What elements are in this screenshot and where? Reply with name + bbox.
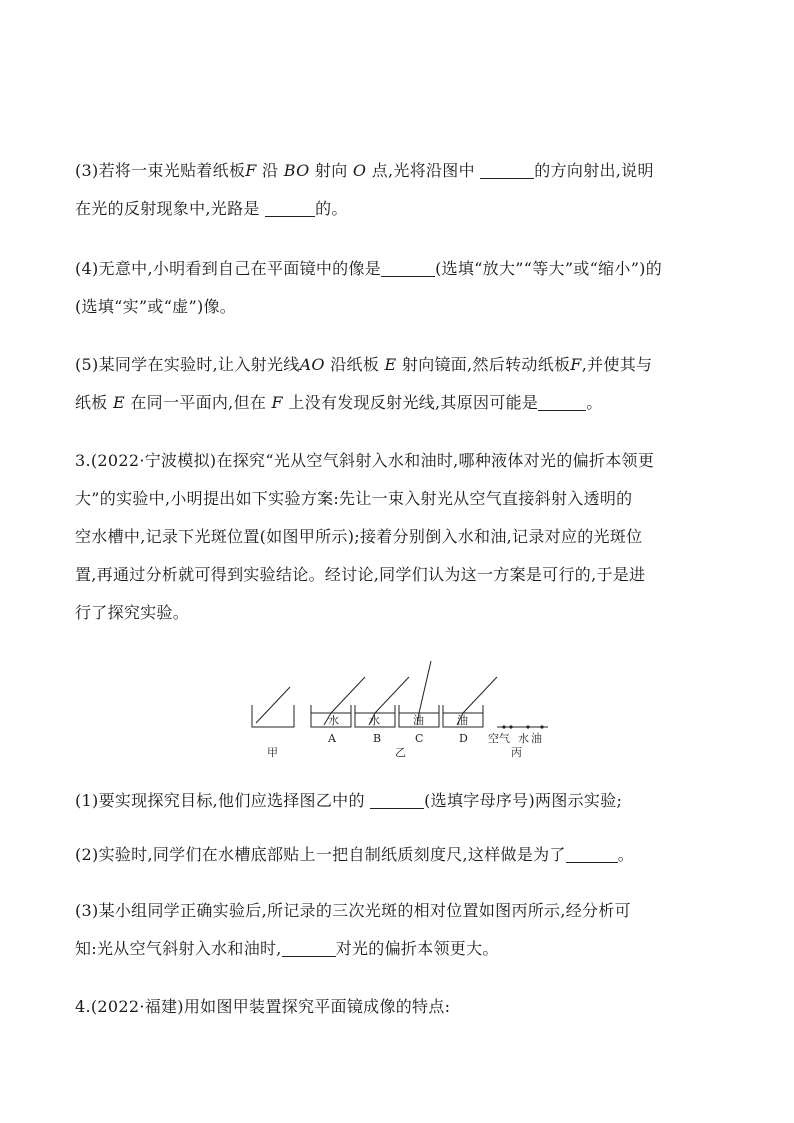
q3-part1: (1)要实现探究目标,他们应选择图乙中的 (选填字母序号)两图示实验;: [75, 782, 725, 820]
answer-blank[interactable]: [370, 788, 424, 809]
q3-part3: (3)某小组同学正确实验后,所记录的三次光斑的相对位置如图丙所示,经分析可 知:光从空气斜射入水和油时, 对光的偏折本领更大。: [75, 901, 631, 958]
answer-blank[interactable]: [381, 256, 435, 277]
q2-part4: (4)无意中,小明看到自己在平面镜中的像是 (选填“放大”“等大”或“缩小”)的 (选填“实”或“虚”)像。: [75, 250, 725, 326]
experiment-diagram: [248, 660, 558, 760]
label-yi: 乙: [395, 746, 406, 759]
incident-ray: [375, 677, 409, 713]
letter-c: C: [415, 732, 424, 745]
tank-c-liquid: 油: [413, 714, 424, 727]
letter-d: D: [459, 732, 468, 745]
answer-blank[interactable]: [480, 158, 534, 179]
spot-water-label: 水: [518, 732, 529, 745]
answer-blank[interactable]: [538, 390, 586, 411]
q2-part3: (3)若将一束光贴着纸板F 沿 BO 射向 O 点,光将沿图中 的方向射出,说明 在光的反射现象中,光路是 的。: [75, 152, 725, 228]
q4-intro: 4.(2022·福建)用如图甲装置探究平面镜成像的特点:: [75, 997, 451, 1016]
tank-d-liquid: 油: [457, 714, 468, 727]
tank-a-liquid: 水: [328, 714, 339, 727]
answer-blank[interactable]: [566, 842, 618, 863]
label-jia: 甲: [267, 746, 278, 759]
incident-ray: [419, 661, 431, 713]
spot-oil-label: 油: [531, 732, 542, 745]
spot-air-label: 空气: [488, 732, 510, 745]
incident-ray: [331, 677, 365, 713]
experiment-figure: [248, 660, 558, 760]
answer-blank[interactable]: [282, 936, 336, 957]
tank-b-liquid: 水: [369, 714, 380, 727]
incident-ray: [256, 687, 290, 723]
answer-blank[interactable]: [265, 196, 315, 217]
q2-part5: (5)某同学在实验时,让入射光线AO 沿纸板 E 射向镜面,然后转动纸板F,并使其与 纸板 E 在同一平面内,但在 F 上没有发现反射光线,其原因可能是 。: [75, 355, 653, 412]
letter-b: B: [373, 732, 382, 745]
label-bing: 丙: [511, 746, 522, 759]
empty-tank: [252, 705, 294, 727]
letter-a: A: [328, 732, 336, 745]
q3-intro: 3.(2022·宁波模拟)在探究“光从空气斜射入水和油时,哪种液体对光的偏折本领更 大”的实验中,小明提出如下实验方案:先让一束入射光从空气直接斜射入透明的 空水槽中,记录下光斑位置(如图甲所示);接着分别倒入水和油,记录对应的光斑位 置,再通过分析就可得到实验结论。经讨论,同学们认为这一方案是可行的,于是进 行了探究实验。: [75, 451, 655, 622]
incident-ray: [463, 677, 497, 713]
q3-part2: (2)实验时,同学们在水槽底部贴上一把自制纸质刻度尺,这样做是为了 。: [75, 836, 725, 874]
